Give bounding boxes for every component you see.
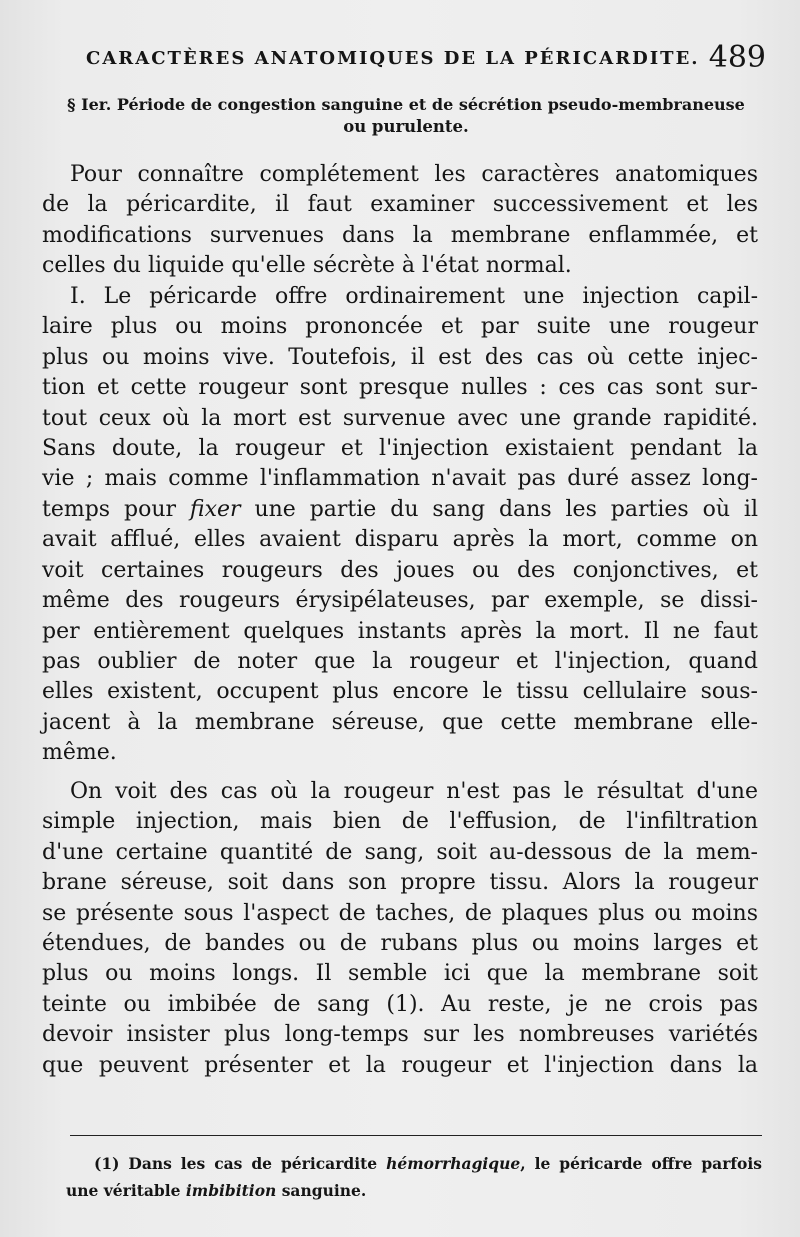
- italic-word: hémorrhagique: [386, 1154, 521, 1173]
- text-segment: une partie du sang dans les parties où il: [240, 496, 758, 522]
- running-title: CARACTÈRES ANATOMIQUES DE LA PÉRICARDITE.: [86, 48, 700, 69]
- text-line: de la péricardite, il faut examiner successivement et les: [42, 192, 758, 218]
- text-segment: sanguine.: [276, 1181, 367, 1200]
- text-line: même des rougeurs érysipélateuses, par exemple, se dissi-: [42, 588, 758, 614]
- text-line: laire plus ou moins prononcée et par suite une rougeur: [42, 314, 758, 340]
- text-segment: (1) Dans les cas de péricardite: [94, 1154, 387, 1173]
- text-segment: une véritable: [66, 1181, 186, 1200]
- text-line: Pour connaître complétement les caractères anatomiques: [70, 162, 758, 187]
- text-line: devoir insister plus long-temps sur les nombreuses variétés: [42, 1022, 758, 1048]
- text-segment: , le péricarde offre parfois: [520, 1154, 763, 1173]
- text-line: d'une certaine quantité de sang, soit au-dessous de la mem-: [42, 839, 758, 865]
- text-line: On voit des cas où la rougeur n'est pas le résultat d'une: [70, 778, 758, 804]
- text-line: tout ceux où la mort est survenue avec une grande rapidité.: [42, 405, 758, 431]
- section-heading-line: § Ier. Période de congestion sanguine et de sécrétion pseudo-membraneuse: [67, 95, 745, 114]
- footnote-line: [66, 1177, 762, 1204]
- text-segment: temps pour: [42, 496, 190, 522]
- page-header: [86, 40, 766, 80]
- text-line: pas oublier de noter que la rougeur et l'injection, quand: [42, 649, 758, 674]
- text-line: que peuvent présenter et la rougeur et l'injection dans la: [42, 1052, 758, 1078]
- text-line: plus ou moins longs. Il semble ici que la membrane soit: [42, 961, 758, 987]
- text-line: même.: [42, 740, 117, 766]
- text-line: avait afflué, elles avaient disparu après la mort, comme on: [42, 527, 758, 553]
- text-line: plus ou moins vive. Toutefois, il est des cas où cette injec-: [42, 344, 758, 370]
- section-heading: [66, 94, 746, 138]
- text-line: tion et cette rougeur sont presque nulles : ces cas sont sur-: [42, 375, 758, 401]
- italic-word: imbibition: [185, 1181, 277, 1200]
- footnote-line: [66, 1150, 762, 1177]
- text-line: per entièrement quelques instants après la mort. Il ne faut: [42, 618, 758, 644]
- text-line: se présente sous l'aspect de taches, de plaques plus ou moins: [42, 900, 758, 926]
- text-line: Sans doute, la rougeur et l'injection existaient pendant la: [42, 435, 758, 461]
- text-line: [42, 495, 758, 525]
- text-line: I. Le péricarde offre ordinairement une injection capil-: [70, 283, 758, 309]
- text-line: celles du liquide qu'elle sécrète à l'état normal.: [42, 253, 572, 279]
- body-text: [42, 160, 758, 1081]
- text-line: modifications survenues dans la membrane enflammée, et: [42, 222, 758, 248]
- text-line: étendues, de bandes ou de rubans plus ou moins larges et: [42, 930, 758, 956]
- page-number: 489: [708, 40, 766, 75]
- footnote-divider: [70, 1135, 762, 1136]
- section-heading-line: ou purulente.: [343, 117, 469, 136]
- text-line: brane séreuse, soit dans son propre tissu. Alors la rougeur: [42, 870, 758, 896]
- text-line: vie ; mais comme l'inflammation n'avait pas duré assez long-: [42, 466, 758, 492]
- italic-word: fixer: [189, 496, 241, 522]
- text-line: jacent à la membrane séreuse, que cette membrane elle-: [42, 709, 758, 735]
- text-line: voit certaines rougeurs des joues ou des conjonctives, et: [42, 557, 758, 583]
- footnote: [66, 1150, 762, 1204]
- text-line: elles existent, occupent plus encore le tissu cellulaire sous-: [42, 679, 758, 705]
- text-line: teinte ou imbibée de sang (1). Au reste, je ne crois pas: [42, 991, 758, 1017]
- text-line: simple injection, mais bien de l'effusion, de l'infiltration: [42, 809, 758, 835]
